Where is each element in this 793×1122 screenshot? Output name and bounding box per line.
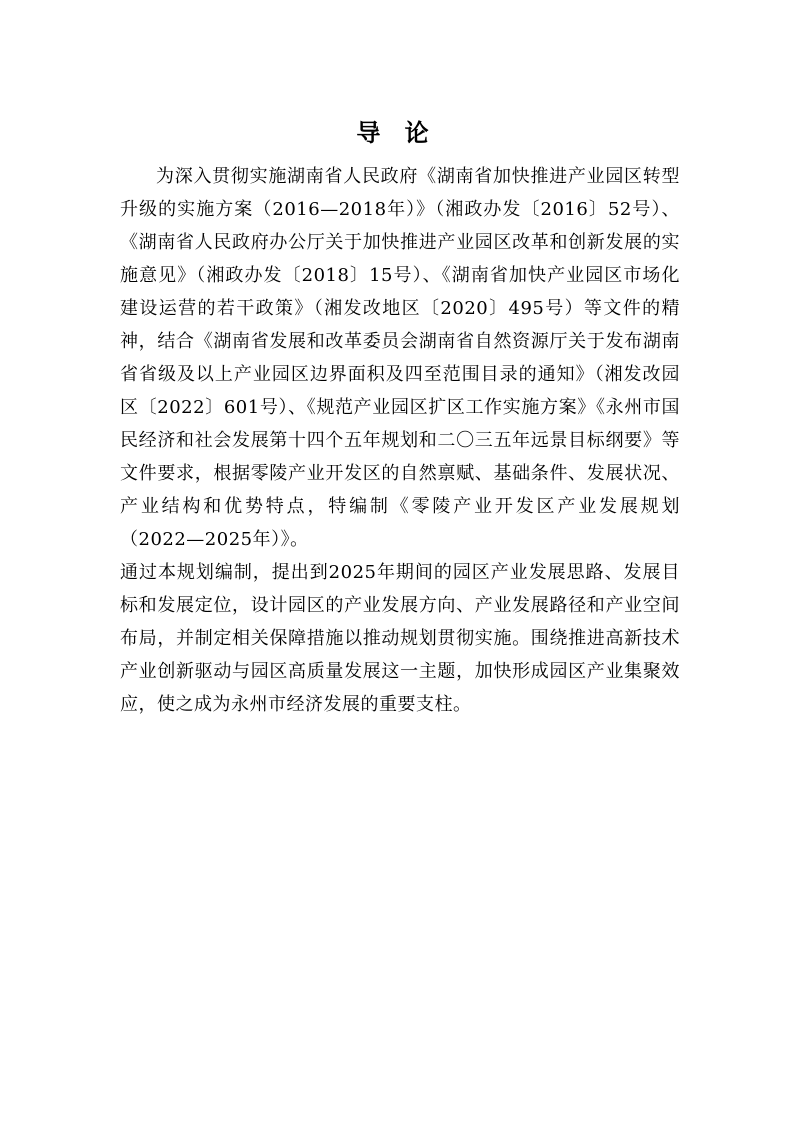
paragraph-intro: 为深入贯彻实施湖南省人民政府《湖南省加快推进产业园区转型升级的实施方案（2016—2018年）》（湘政办发〔2016〕52号）、《湖南省人民政府办公厅关于加快推进产业园区改革和创新发展的实施意见》（湘政办发〔2018〕15号）、《湖南省加快产业园区市场化建设运营的若干政策》（湘发改地区〔2020〕495号）等文件的精神，结合《湖南省发展和改革委员会湖南省自然资源厅关于发布湖南省省级及以上产业园区边界面积及四至范围目录的通知》（湘发改园区〔2022〕601号）、《规范产业园区扩区工作实施方案》《永州市国民经济和社会发展第十四个五年规划和二〇三五年远景目标纲要》等文件要求，根据零陵产业开发区的自然禀赋、基础条件、发展状况、产业结构和优势特点，特编制《零陵产业开发区产业发展规划（2022—2025年）》。 <box>120 166 680 550</box>
page-title: 导 论 <box>356 119 437 147</box>
document-body <box>120 160 680 721</box>
paragraph-purpose: 通过本规划编制，提出到2025年期间的园区产业发展思路、发展目标和发展定位，设计园区的产业发展方向、产业发展路径和产业空间布局，并制定相关保障措施以推动规划贯彻实施。围绕推进高新技术产业创新驱动与园区高质量发展这一主题，加快形成园区产业集聚效应，使之成为永州市经济发展的重要支柱。 <box>120 562 680 715</box>
